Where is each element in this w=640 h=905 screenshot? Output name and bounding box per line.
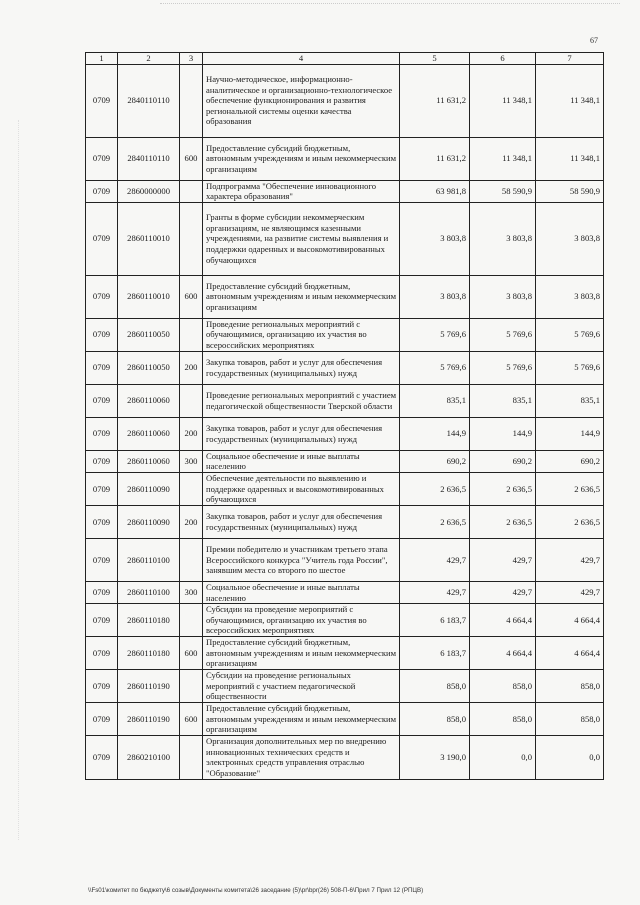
amount-col5: 63 981,8 (400, 180, 470, 202)
amount-col5: 5 769,6 (400, 351, 470, 384)
table-row (86, 318, 604, 351)
section-code: 0709 (86, 450, 118, 472)
header-cell: 2 (118, 53, 180, 65)
target-code: 2860110050 (118, 318, 180, 351)
table-row (86, 604, 604, 637)
section-code: 0709 (86, 384, 118, 417)
amount-col6: 4 664,4 (470, 604, 536, 637)
header-cell: 7 (536, 53, 604, 65)
amount-col7: 3 803,8 (536, 202, 604, 275)
table-row (86, 450, 604, 472)
expense-type: 200 (180, 505, 203, 538)
description: Подпрограмма "Обеспечение инновационного характера образования" (203, 180, 400, 202)
description: Проведение региональных мероприятий с обучающимися, организацию их участия во всероссийских мероприятиях (203, 318, 400, 351)
expense-type: 600 (180, 637, 203, 670)
expense-type (180, 318, 203, 351)
target-code: 2840110110 (118, 137, 180, 180)
table-row (86, 736, 604, 779)
amount-col5: 429,7 (400, 538, 470, 581)
target-code: 2860210100 (118, 736, 180, 779)
expense-type (180, 472, 203, 505)
description: Проведение региональных мероприятий с участием педагогической общественности Тверской области (203, 384, 400, 417)
target-code: 2860110190 (118, 703, 180, 736)
amount-col7: 858,0 (536, 670, 604, 703)
amount-col6: 0,0 (470, 736, 536, 779)
amount-col6: 4 664,4 (470, 637, 536, 670)
amount-col7: 835,1 (536, 384, 604, 417)
section-code: 0709 (86, 581, 118, 603)
section-code: 0709 (86, 417, 118, 450)
expense-type: 600 (180, 137, 203, 180)
table-header-row (86, 53, 604, 65)
table-row (86, 275, 604, 318)
description: Премии победителю и участникам третьего этапа Всероссийского конкурса "Учитель года России", занявшим места со второго по шестое (203, 538, 400, 581)
description: Субсидии на проведение региональных мероприятий с участием педагогической общественности (203, 670, 400, 703)
amount-col5: 3 803,8 (400, 275, 470, 318)
description: Организация дополнительных мер по внедрению инновационных технических средств и электронных средств управления отраслью "Образование" (203, 736, 400, 779)
target-code: 2860110190 (118, 670, 180, 703)
target-code: 2860110060 (118, 450, 180, 472)
amount-col7: 11 348,1 (536, 137, 604, 180)
amount-col7: 5 769,6 (536, 318, 604, 351)
amount-col7: 858,0 (536, 703, 604, 736)
target-code: 2860110100 (118, 581, 180, 603)
description: Предоставление субсидий бюджетным, автономным учреждениям и иным некоммерческим организациям (203, 275, 400, 318)
section-code: 0709 (86, 64, 118, 137)
amount-col6: 11 348,1 (470, 64, 536, 137)
amount-col5: 2 636,5 (400, 472, 470, 505)
amount-col7: 4 664,4 (536, 637, 604, 670)
amount-col7: 5 769,6 (536, 351, 604, 384)
table-row (86, 64, 604, 137)
amount-col6: 2 636,5 (470, 505, 536, 538)
amount-col5: 6 183,7 (400, 637, 470, 670)
section-code: 0709 (86, 275, 118, 318)
expense-type (180, 180, 203, 202)
expense-type: 300 (180, 450, 203, 472)
amount-col7: 2 636,5 (536, 505, 604, 538)
table-row (86, 137, 604, 180)
section-code: 0709 (86, 137, 118, 180)
table-row (86, 637, 604, 670)
amount-col7: 58 590,9 (536, 180, 604, 202)
section-code: 0709 (86, 637, 118, 670)
target-code: 2860000000 (118, 180, 180, 202)
amount-col5: 5 769,6 (400, 318, 470, 351)
section-code: 0709 (86, 670, 118, 703)
header-cell: 4 (203, 53, 400, 65)
table-row (86, 384, 604, 417)
amount-col7: 11 348,1 (536, 64, 604, 137)
amount-col5: 2 636,5 (400, 505, 470, 538)
table-row (86, 703, 604, 736)
target-code: 2860110180 (118, 637, 180, 670)
target-code: 2840110110 (118, 64, 180, 137)
amount-col6: 858,0 (470, 703, 536, 736)
table-row (86, 202, 604, 275)
section-code: 0709 (86, 538, 118, 581)
page-number: 67 (590, 36, 598, 45)
amount-col5: 429,7 (400, 581, 470, 603)
description: Предоставление субсидий бюджетным, автономным учреждениям и иным некоммерческим организациям (203, 703, 400, 736)
table-row (86, 472, 604, 505)
expense-type (180, 538, 203, 581)
description: Социальное обеспечение и иные выплаты населению (203, 581, 400, 603)
amount-col5: 3 190,0 (400, 736, 470, 779)
expense-type (180, 384, 203, 417)
target-code: 2860110180 (118, 604, 180, 637)
description: Закупка товаров, работ и услуг для обеспечения государственных (муниципальных) нужд (203, 351, 400, 384)
amount-col5: 11 631,2 (400, 64, 470, 137)
table-row (86, 505, 604, 538)
amount-col6: 11 348,1 (470, 137, 536, 180)
expense-type (180, 202, 203, 275)
expense-type: 200 (180, 417, 203, 450)
table-row (86, 417, 604, 450)
amount-col6: 5 769,6 (470, 318, 536, 351)
amount-col7: 0,0 (536, 736, 604, 779)
table-row (86, 538, 604, 581)
section-code: 0709 (86, 180, 118, 202)
amount-col6: 2 636,5 (470, 472, 536, 505)
amount-col6: 5 769,6 (470, 351, 536, 384)
description: Гранты в форме субсидии некоммерческим организациям, не являющимся казенными учреждениями, на развитие системы выявления и поддержки одаренных и высокомотивированных обучающихся (203, 202, 400, 275)
amount-col6: 3 803,8 (470, 202, 536, 275)
amount-col5: 6 183,7 (400, 604, 470, 637)
amount-col7: 3 803,8 (536, 275, 604, 318)
expense-type (180, 670, 203, 703)
amount-col6: 690,2 (470, 450, 536, 472)
amount-col5: 11 631,2 (400, 137, 470, 180)
header-cell: 5 (400, 53, 470, 65)
amount-col5: 690,2 (400, 450, 470, 472)
description: Предоставление субсидий бюджетным, автономным учреждениям и иным некоммерческим организациям (203, 137, 400, 180)
target-code: 2860110060 (118, 384, 180, 417)
target-code: 2860110060 (118, 417, 180, 450)
table-row (86, 351, 604, 384)
amount-col6: 429,7 (470, 581, 536, 603)
description: Обеспечение деятельности по выявлению и поддержке одаренных и высокомотивированных обучающихся (203, 472, 400, 505)
amount-col5: 144,9 (400, 417, 470, 450)
section-code: 0709 (86, 505, 118, 538)
section-code: 0709 (86, 703, 118, 736)
amount-col6: 429,7 (470, 538, 536, 581)
target-code: 2860110010 (118, 275, 180, 318)
expense-type: 200 (180, 351, 203, 384)
target-code: 2860110050 (118, 351, 180, 384)
amount-col6: 3 803,8 (470, 275, 536, 318)
amount-col6: 835,1 (470, 384, 536, 417)
amount-col7: 144,9 (536, 417, 604, 450)
scan-artifact (18, 120, 20, 840)
section-code: 0709 (86, 604, 118, 637)
table-row (86, 581, 604, 603)
expense-type (180, 604, 203, 637)
section-code: 0709 (86, 202, 118, 275)
description: Закупка товаров, работ и услуг для обеспечения государственных (муниципальных) нужд (203, 505, 400, 538)
target-code: 2860110090 (118, 472, 180, 505)
section-code: 0709 (86, 351, 118, 384)
amount-col5: 858,0 (400, 703, 470, 736)
table-row (86, 180, 604, 202)
expense-type: 600 (180, 275, 203, 318)
section-code: 0709 (86, 736, 118, 779)
amount-col6: 144,9 (470, 417, 536, 450)
expense-type: 600 (180, 703, 203, 736)
table-row (86, 670, 604, 703)
target-code: 2860110010 (118, 202, 180, 275)
file-path-footer: \\Fs01\комитет по бюджету\6 созыв\Документы комитета\26 заседание (5)\pr\bpr(26) 508-П-6\Прил 7 Прил 12 (РПЦВ) (88, 887, 424, 894)
header-cell: 3 (180, 53, 203, 65)
amount-col7: 690,2 (536, 450, 604, 472)
budget-table (85, 52, 604, 780)
description: Научно-методическое, информационно-аналитическое и организационно-технологическое обеспечение функционирования и развития региональной системы оценки качества образования (203, 64, 400, 137)
description: Предоставление субсидий бюджетным, автономным учреждениям и иным некоммерческим организациям (203, 637, 400, 670)
description: Закупка товаров, работ и услуг для обеспечения государственных (муниципальных) нужд (203, 417, 400, 450)
amount-col6: 858,0 (470, 670, 536, 703)
amount-col6: 58 590,9 (470, 180, 536, 202)
header-cell: 6 (470, 53, 536, 65)
amount-col7: 429,7 (536, 538, 604, 581)
target-code: 2860110100 (118, 538, 180, 581)
amount-col7: 4 664,4 (536, 604, 604, 637)
scan-artifact (160, 3, 620, 5)
description: Субсидии на проведение мероприятий с обучающимися, организацию их участия во всероссийских мероприятиях (203, 604, 400, 637)
section-code: 0709 (86, 318, 118, 351)
amount-col7: 429,7 (536, 581, 604, 603)
expense-type: 300 (180, 581, 203, 603)
amount-col5: 835,1 (400, 384, 470, 417)
expense-type (180, 64, 203, 137)
description: Социальное обеспечение и иные выплаты населению (203, 450, 400, 472)
section-code: 0709 (86, 472, 118, 505)
amount-col5: 3 803,8 (400, 202, 470, 275)
amount-col7: 2 636,5 (536, 472, 604, 505)
header-cell: 1 (86, 53, 118, 65)
expense-type (180, 736, 203, 779)
amount-col5: 858,0 (400, 670, 470, 703)
target-code: 2860110090 (118, 505, 180, 538)
